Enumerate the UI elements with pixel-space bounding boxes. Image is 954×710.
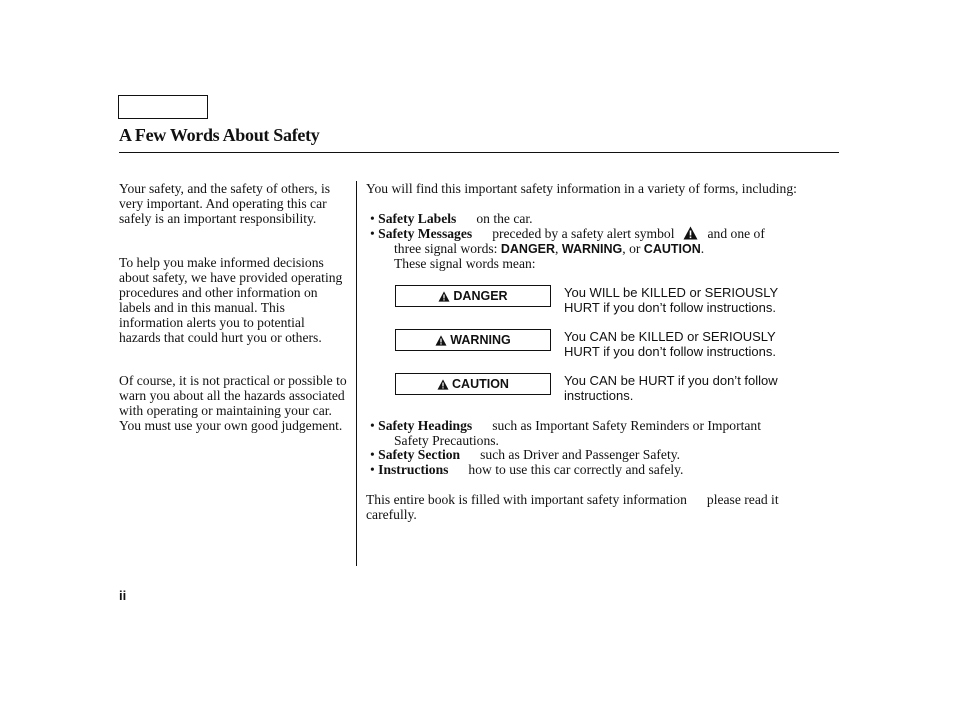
- safety-alert-icon: [437, 379, 449, 390]
- warning-meaning-line2: HURT if you don’t follow instructions.: [564, 344, 776, 359]
- safety-alert-icon: [438, 291, 450, 302]
- bullet-continuation: Safety Precautions.: [394, 433, 499, 448]
- signal-word-danger: DANGER: [500, 242, 556, 256]
- bullet-text: on the car.: [476, 211, 533, 226]
- bullet-term: Safety Messages: [378, 226, 473, 241]
- caution-meaning-line2: instructions.: [564, 388, 634, 403]
- title-rule: [119, 152, 839, 153]
- signal-comma: ,: [555, 241, 559, 256]
- caution-label-text: CAUTION: [452, 377, 509, 391]
- warning-meaning: [564, 329, 814, 359]
- signal-word-caution: CAUTION: [643, 242, 701, 256]
- signal-line-prefix: three signal words:: [394, 241, 498, 256]
- left-paragraph-2: To help you make informed decisions about safety, we have provided operating procedures and other information on labels and in this manual. This information alerts you to potential hazards that could hurt you or others.: [119, 255, 343, 345]
- bullet-text: preceded by a safety alert symbol: [492, 226, 675, 241]
- bullet-safety-section: • Safety Section such as Driver and Passenger Safety.: [370, 447, 681, 462]
- bullet-text: such as Driver and Passenger Safety.: [480, 447, 681, 462]
- warning-meaning-line1: You CAN be KILLED or SERIOUSLY: [564, 329, 776, 344]
- caution-label-box: [395, 373, 551, 395]
- bullet-term: Safety Headings: [378, 418, 473, 433]
- meaning-line: These signal words mean:: [394, 256, 536, 271]
- bullet-text: such as Important Safety Reminders or Important: [492, 418, 761, 433]
- danger-meaning-line1: You WILL be KILLED or SERIOUSLY: [564, 285, 779, 300]
- page-title: A Few Words About Safety: [119, 125, 320, 145]
- page-number: ii: [119, 588, 127, 603]
- danger-meaning: [564, 285, 814, 315]
- messages-suffix: and one of: [707, 226, 765, 241]
- left-paragraph-3: Of course, it is not practical or possible to warn you about all the hazards associated with operating or maintaining your car. You must use your own good judgement.: [119, 373, 347, 433]
- intro-paragraph: You will find this important safety information in a variety of forms, including:: [366, 181, 797, 196]
- danger-meaning-line2: HURT if you don’t follow instructions.: [564, 300, 776, 315]
- signal-word-warning: WARNING: [561, 242, 623, 256]
- bullet-term: Safety Labels: [378, 211, 457, 226]
- caution-meaning-line1: You CAN be HURT if you don’t follow: [564, 373, 778, 388]
- safety-alert-icon: [435, 335, 447, 346]
- column-divider: [356, 181, 357, 566]
- closing-line1-end: please read it: [706, 492, 779, 507]
- closing-paragraph: [366, 492, 836, 522]
- warning-label-text: WARNING: [450, 333, 511, 347]
- warning-label-box: [395, 329, 551, 351]
- closing-line1: This entire book is filled with important safety information: [366, 492, 687, 507]
- bullet-instructions: • Instructions how to use this car correctly and safely.: [370, 462, 684, 477]
- bullet-safety-messages: • Safety Messages preceded by a safety alert symbol and one of: [370, 226, 765, 241]
- danger-label-box: [395, 285, 551, 307]
- bullet-safety-headings: • Safety Headings such as Important Safety Reminders or Important: [370, 418, 761, 433]
- signal-period: .: [700, 241, 705, 256]
- signal-words-line: [394, 241, 704, 257]
- bullet-text: how to use this car correctly and safely.: [468, 462, 684, 477]
- danger-label-text: DANGER: [453, 289, 508, 303]
- bullet-term: Safety Section: [378, 447, 461, 462]
- signal-or: , or: [622, 241, 641, 256]
- caution-meaning: [564, 373, 814, 403]
- section-tab-box: [118, 95, 208, 119]
- left-paragraph-1: Your safety, and the safety of others, is very important. And operating this car safely is an important responsibility.: [119, 181, 331, 226]
- closing-line2: carefully.: [366, 507, 417, 522]
- bullet-term: Instructions: [378, 462, 449, 477]
- bullet-safety-labels: • Safety Labels on the car.: [370, 211, 533, 226]
